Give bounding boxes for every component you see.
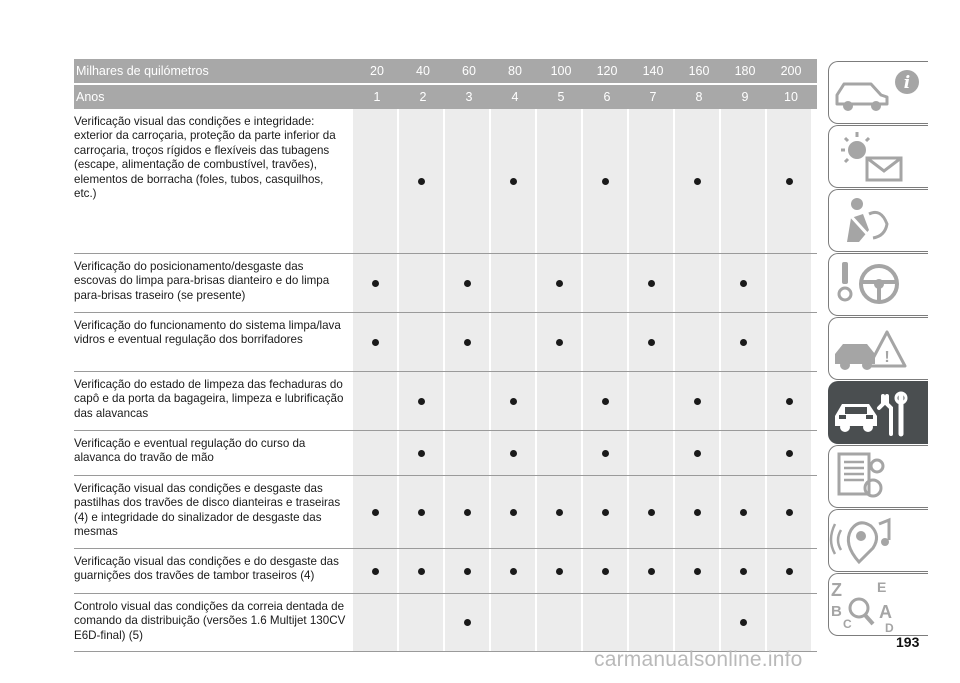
interval-cell xyxy=(353,476,397,548)
km-col-header: 100 xyxy=(539,59,583,83)
km-col-header: 180 xyxy=(723,59,767,83)
interval-cell xyxy=(537,476,581,548)
year-col-header: 1 xyxy=(355,85,399,109)
tab-multimedia[interactable] xyxy=(828,509,928,572)
km-col-header: 60 xyxy=(447,59,491,83)
svg-text:!: ! xyxy=(884,349,890,366)
interval-cell xyxy=(445,372,489,430)
interval-cell xyxy=(491,313,535,371)
check-dot xyxy=(372,509,379,516)
km-col-header: 40 xyxy=(401,59,445,83)
check-dot xyxy=(740,568,747,575)
check-dot xyxy=(740,509,747,516)
interval-cell xyxy=(583,254,627,312)
interval-cell xyxy=(399,254,443,312)
row-label: Verificação visual das condições e do desgaste das guarnições dos travões de tambor traseiros (4) xyxy=(74,555,339,583)
table-row xyxy=(74,549,817,594)
interval-cell xyxy=(675,431,719,475)
check-dot xyxy=(602,509,609,516)
interval-cell xyxy=(445,109,489,253)
interval-cell xyxy=(491,254,535,312)
check-dot xyxy=(372,280,379,287)
km-col-header: 140 xyxy=(631,59,675,83)
check-dot xyxy=(510,450,517,457)
interval-cell xyxy=(721,313,765,371)
interval-cell xyxy=(767,431,811,475)
interval-cell xyxy=(399,476,443,548)
interval-cell xyxy=(445,476,489,548)
interval-cell xyxy=(537,109,581,253)
interval-cell xyxy=(675,372,719,430)
technical-data-icon xyxy=(829,446,928,508)
interval-cell xyxy=(491,549,535,593)
interval-cell xyxy=(629,254,673,312)
tab-starting-driving[interactable] xyxy=(828,253,928,316)
check-dot xyxy=(786,450,793,457)
multimedia-icon xyxy=(829,510,928,572)
warning-lights-icon xyxy=(829,126,928,188)
interval-cell xyxy=(491,594,535,651)
check-dot xyxy=(556,339,563,346)
table-row xyxy=(74,109,817,254)
check-dot xyxy=(464,619,471,626)
alphabetical-index-icon xyxy=(829,574,928,636)
seatbelt-airbag-icon xyxy=(829,190,928,252)
interval-cell xyxy=(721,109,765,253)
year-col-header: 3 xyxy=(447,85,491,109)
check-dot xyxy=(648,280,655,287)
km-col-header: 80 xyxy=(493,59,537,83)
check-dot xyxy=(694,568,701,575)
check-dot xyxy=(740,619,747,626)
km-col-header: 120 xyxy=(585,59,629,83)
check-dot xyxy=(418,398,425,405)
interval-cell xyxy=(583,431,627,475)
svg-text:B: B xyxy=(831,603,842,620)
year-col-header: 10 xyxy=(769,85,813,109)
tab-technical-data[interactable] xyxy=(828,445,928,508)
interval-cell xyxy=(721,476,765,548)
header-years-row xyxy=(74,85,817,109)
interval-cell xyxy=(537,594,581,651)
interval-cell xyxy=(675,476,719,548)
svg-text:E: E xyxy=(877,579,887,595)
interval-cell xyxy=(583,109,627,253)
km-col-header: 160 xyxy=(677,59,721,83)
interval-cell xyxy=(767,594,811,651)
svg-text:D: D xyxy=(885,621,894,635)
year-col-header: 8 xyxy=(677,85,721,109)
interval-cell xyxy=(537,372,581,430)
interval-cell xyxy=(629,109,673,253)
interval-cell xyxy=(445,594,489,651)
check-dot xyxy=(694,398,701,405)
check-dot xyxy=(372,568,379,575)
row-label: Verificação do funcionamento do sistema limpa/lava vidros e eventual regulação dos borrifadores xyxy=(74,319,341,347)
km-col-header: 20 xyxy=(355,59,399,83)
svg-text:i: i xyxy=(903,73,911,93)
interval-cell xyxy=(721,431,765,475)
interval-cell xyxy=(583,313,627,371)
check-dot xyxy=(418,450,425,457)
row-label: Verificação visual das condições e integridade: exterior da carroçaria, proteção da parte inferior da carroçaria, troços rígidos e flexíveis das tubagens (escape, alimentação de combustível, travões), elementos de borracha (foles, tubos, casquilhos, etc.) xyxy=(74,115,336,201)
check-dot xyxy=(602,450,609,457)
check-dot xyxy=(602,568,609,575)
table-row xyxy=(74,313,817,372)
interval-cell xyxy=(767,109,811,253)
interval-cell xyxy=(399,313,443,371)
interval-cell xyxy=(767,549,811,593)
check-dot xyxy=(418,178,425,185)
tab-emergency[interactable] xyxy=(828,317,928,380)
check-dot xyxy=(510,509,517,516)
interval-cell xyxy=(629,431,673,475)
interval-cell xyxy=(721,549,765,593)
interval-cell xyxy=(675,254,719,312)
interval-cell xyxy=(767,313,811,371)
interval-cell xyxy=(675,549,719,593)
table-row xyxy=(74,431,817,476)
interval-cell xyxy=(399,372,443,430)
check-dot xyxy=(464,568,471,575)
check-dot xyxy=(510,178,517,185)
interval-cell xyxy=(721,594,765,651)
emergency-triangle-icon xyxy=(829,318,928,380)
table-row xyxy=(74,594,817,652)
year-col-header: 2 xyxy=(401,85,445,109)
interval-cell xyxy=(491,372,535,430)
check-dot xyxy=(464,280,471,287)
header-km-label: Milhares de quilómetros xyxy=(76,64,209,78)
year-col-header: 7 xyxy=(631,85,675,109)
interval-cell xyxy=(767,372,811,430)
svg-text:A: A xyxy=(879,602,892,622)
check-dot xyxy=(786,178,793,185)
tab-warning-lights[interactable] xyxy=(828,125,928,188)
check-dot xyxy=(372,339,379,346)
interval-cell xyxy=(399,594,443,651)
interval-cell xyxy=(629,549,673,593)
interval-cell xyxy=(491,109,535,253)
check-dot xyxy=(786,509,793,516)
interval-cell xyxy=(491,476,535,548)
key-steering-icon xyxy=(829,254,928,316)
row-label: Verificação do posicionamento/desgaste das escovas do limpa para-brisas dianteiro e do limpa para-brisas traseiro (se presente) xyxy=(74,260,330,302)
check-dot xyxy=(510,568,517,575)
check-dot xyxy=(786,568,793,575)
interval-cell xyxy=(399,431,443,475)
check-dot xyxy=(556,509,563,516)
check-dot xyxy=(694,509,701,516)
interval-cell xyxy=(353,549,397,593)
table-row xyxy=(74,254,817,313)
svg-text:C: C xyxy=(843,617,852,631)
interval-cell xyxy=(767,476,811,548)
interval-cell xyxy=(583,549,627,593)
interval-cell xyxy=(537,313,581,371)
car-info-icon xyxy=(829,62,928,124)
maintenance-table xyxy=(74,59,817,652)
table-row xyxy=(74,476,817,549)
interval-cell xyxy=(445,549,489,593)
check-dot xyxy=(786,398,793,405)
check-dot xyxy=(648,568,655,575)
interval-cell xyxy=(721,372,765,430)
check-dot xyxy=(648,339,655,346)
interval-cell xyxy=(583,594,627,651)
interval-cell xyxy=(583,476,627,548)
interval-cell xyxy=(353,254,397,312)
interval-cell xyxy=(353,109,397,253)
interval-cell xyxy=(629,594,673,651)
check-dot xyxy=(694,178,701,185)
tab-safety[interactable] xyxy=(828,189,928,252)
interval-cell xyxy=(353,372,397,430)
interval-cell xyxy=(445,313,489,371)
interval-cell xyxy=(399,109,443,253)
check-dot xyxy=(556,280,563,287)
interval-cell xyxy=(353,313,397,371)
tab-index[interactable] xyxy=(828,573,928,636)
check-dot xyxy=(740,339,747,346)
row-label: Verificação do estado de limpeza das fechaduras do capô e da porta da bagageira, limpeza e lubrificação das alavancas xyxy=(74,378,344,420)
interval-cell xyxy=(583,372,627,430)
interval-cell xyxy=(537,431,581,475)
check-dot xyxy=(418,568,425,575)
interval-cell xyxy=(491,431,535,475)
watermark: carmanualsonline.info xyxy=(594,648,803,671)
interval-cell xyxy=(537,549,581,593)
interval-cell xyxy=(675,594,719,651)
year-col-header: 4 xyxy=(493,85,537,109)
check-dot xyxy=(464,509,471,516)
row-label: Controlo visual das condições da correia dentada de comando da distribuição (versões 1.6 Multijet 130CV E6D-final) (5) xyxy=(74,600,346,642)
check-dot xyxy=(602,398,609,405)
check-dot xyxy=(510,398,517,405)
interval-cell xyxy=(629,476,673,548)
car-maintenance-icon xyxy=(829,382,928,444)
page-number: 193 xyxy=(896,634,920,650)
row-label: Verificação visual das condições e desgaste das pastilhas dos travões de disco dianteiras e traseiras (4) e integridade do sinalizador de desgaste das mesmas xyxy=(74,482,341,539)
check-dot xyxy=(464,339,471,346)
check-dot xyxy=(694,450,701,457)
year-col-header: 6 xyxy=(585,85,629,109)
interval-cell xyxy=(399,549,443,593)
year-col-header: 5 xyxy=(539,85,583,109)
check-dot xyxy=(556,568,563,575)
interval-cell xyxy=(353,431,397,475)
header-years-label: Anos xyxy=(76,90,105,104)
row-label: Verificação e eventual regulação do curso da alavanca do travão de mão xyxy=(74,437,306,465)
tab-car-info[interactable] xyxy=(828,61,928,124)
check-dot xyxy=(740,280,747,287)
interval-cell xyxy=(445,431,489,475)
table-body xyxy=(74,109,817,652)
check-dot xyxy=(648,509,655,516)
table-row xyxy=(74,372,817,431)
check-dot xyxy=(418,509,425,516)
interval-cell xyxy=(721,254,765,312)
interval-cell xyxy=(767,254,811,312)
interval-cell xyxy=(445,254,489,312)
tab-maintenance[interactable] xyxy=(828,381,928,444)
interval-cell xyxy=(675,313,719,371)
interval-cell xyxy=(353,594,397,651)
svg-text:Z: Z xyxy=(831,580,842,600)
interval-cell xyxy=(629,313,673,371)
check-dot xyxy=(602,178,609,185)
header-km-row xyxy=(74,59,817,83)
interval-cell xyxy=(675,109,719,253)
km-col-header: 200 xyxy=(769,59,813,83)
interval-cell xyxy=(537,254,581,312)
year-col-header: 9 xyxy=(723,85,767,109)
interval-cell xyxy=(629,372,673,430)
